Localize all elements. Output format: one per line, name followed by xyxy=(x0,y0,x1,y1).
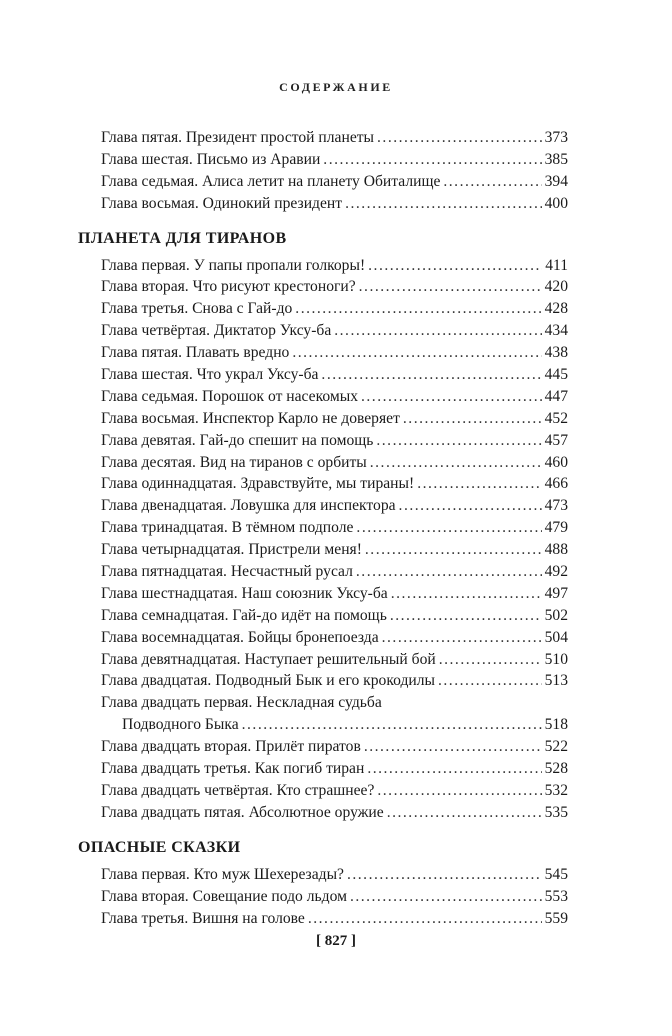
entry-title: Глава одиннадцатая. Здравствуйте, мы тираны! xyxy=(101,473,417,495)
entry-title: Глава третья. Вишня на голове xyxy=(101,908,308,930)
toc-entry xyxy=(78,758,568,780)
entry-page-number: 466 xyxy=(544,475,568,493)
entry-page-number: 479 xyxy=(544,519,568,537)
entry-title: Глава девятая. Гай-до спешит на помощь xyxy=(101,430,376,452)
dot-leader xyxy=(323,149,541,171)
dot-leader xyxy=(443,171,541,193)
toc-entry xyxy=(78,452,568,474)
toc-entry xyxy=(78,149,568,171)
dot-leader xyxy=(364,736,542,758)
toc-entry xyxy=(78,171,568,193)
dot-leader xyxy=(390,605,542,627)
dot-leader xyxy=(356,561,542,583)
entry-title: Глава седьмая. Порошок от насекомых xyxy=(101,386,361,408)
table-of-contents xyxy=(78,127,568,929)
toc-entry xyxy=(78,714,568,736)
dot-leader xyxy=(439,649,542,671)
entry-page-number: 428 xyxy=(544,300,568,318)
entry-title: Глава семнадцатая. Гай-до идёт на помощь xyxy=(101,605,390,627)
dot-leader xyxy=(368,255,542,277)
entry-page-number: 434 xyxy=(544,322,568,340)
entry-page-number: 411 xyxy=(545,256,568,274)
toc-entry xyxy=(78,736,568,758)
entry-title: Глава четырнадцатая. Пристрели меня! xyxy=(101,539,365,561)
entry-title: Глава десятая. Вид на тиранов с орбиты xyxy=(101,452,370,474)
entry-title: Глава первая. Кто муж Шехерезады? xyxy=(101,864,347,886)
dot-leader xyxy=(308,908,542,930)
entry-page-number: 385 xyxy=(544,150,568,168)
dot-leader xyxy=(359,276,542,298)
dot-leader xyxy=(399,495,542,517)
entry-title: Глава двадцать третья. Как погиб тиран xyxy=(101,758,367,780)
toc-entry xyxy=(78,430,568,452)
dot-leader xyxy=(242,714,542,736)
toc-entry xyxy=(78,561,568,583)
dot-leader xyxy=(347,864,542,886)
dot-leader xyxy=(345,193,542,215)
entry-title: Глава пятая. Президент простой планеты xyxy=(101,127,377,149)
entry-title: Глава первая. У папы пропали голкоры! xyxy=(101,255,368,277)
toc-entry xyxy=(78,780,568,802)
entry-title: Глава пятнадцатая. Несчастный русал xyxy=(101,561,356,583)
entry-title: Глава восьмая. Инспектор Карло не доверяет xyxy=(101,408,403,430)
entry-title: Глава шестнадцатая. Наш союзник Уксу-ба xyxy=(101,583,391,605)
entry-page-number: 504 xyxy=(544,628,568,646)
entry-title: Глава двадцать первая. Нескладная судьба xyxy=(101,692,382,714)
toc-entry xyxy=(78,408,568,430)
dot-leader xyxy=(292,342,541,364)
toc-entry xyxy=(78,320,568,342)
dot-leader xyxy=(365,539,542,561)
entry-title: Глава тринадцатая. В тёмном подполе xyxy=(101,517,356,539)
entry-page-number: 497 xyxy=(544,584,568,602)
toc-section xyxy=(78,836,568,930)
dot-leader xyxy=(361,386,542,408)
dot-leader xyxy=(321,364,541,386)
toc-entry xyxy=(78,276,568,298)
toc-entry xyxy=(78,692,568,714)
toc-entry xyxy=(78,886,568,908)
toc-entry xyxy=(78,127,568,149)
dot-leader xyxy=(382,627,542,649)
dot-leader xyxy=(377,780,541,802)
entry-page-number: 400 xyxy=(544,194,568,212)
entry-title: Глава восемнадцатая. Бойцы бронепоезда xyxy=(101,627,382,649)
entry-page-number: 510 xyxy=(544,650,568,668)
entry-page-number: 420 xyxy=(544,278,568,296)
toc-entry xyxy=(78,583,568,605)
entry-title: Глава вторая. Совещание подо льдом xyxy=(101,886,350,908)
dot-leader xyxy=(367,758,541,780)
toc-entry xyxy=(78,473,568,495)
toc-entry xyxy=(78,908,568,930)
toc-entry xyxy=(78,364,568,386)
toc-entry xyxy=(78,193,568,215)
dot-leader xyxy=(356,517,541,539)
entry-page-number: 452 xyxy=(544,409,568,427)
running-head: СОДЕРЖАНИЕ xyxy=(279,80,393,94)
dot-leader xyxy=(387,802,542,824)
entry-title: Глава двадцать вторая. Прилёт пиратов xyxy=(101,736,364,758)
dot-leader xyxy=(376,430,541,452)
entry-title: Глава девятнадцатая. Наступает решительный бой xyxy=(101,649,439,671)
dot-leader xyxy=(403,408,542,430)
toc-entry xyxy=(78,495,568,517)
toc-entry xyxy=(78,517,568,539)
entry-page-number: 394 xyxy=(544,172,568,190)
entry-page-number: 373 xyxy=(544,129,568,146)
toc-entry xyxy=(78,342,568,364)
entry-page-number: 535 xyxy=(544,803,568,821)
entry-page-number: 553 xyxy=(544,887,568,905)
toc-entry xyxy=(78,255,568,277)
toc-entry xyxy=(78,802,568,824)
entry-title: Глава четвёртая. Диктатор Уксу-ба xyxy=(101,320,334,342)
toc-entry xyxy=(78,670,568,692)
page-number: [ 827 ] xyxy=(316,933,356,949)
dot-leader xyxy=(438,670,542,692)
toc-entry xyxy=(78,605,568,627)
entry-title: Глава седьмая. Алиса летит на планету Обиталище xyxy=(101,171,443,193)
dot-leader xyxy=(334,320,541,342)
entry-title: Глава двадцатая. Подводный Бык и его крокодилы xyxy=(101,670,438,692)
entry-title: Глава третья. Снова с Гай-до xyxy=(101,298,295,320)
entry-page-number: 532 xyxy=(544,781,568,799)
dot-leader xyxy=(391,583,542,605)
section-title: ОПАСНЫЕ СКАЗКИ xyxy=(78,838,241,856)
toc-section xyxy=(78,227,568,824)
toc-section xyxy=(78,127,568,215)
entry-title: Подводного Быка xyxy=(122,714,242,736)
entry-title: Глава пятая. Плавать вредно xyxy=(101,342,292,364)
toc-entry xyxy=(78,386,568,408)
toc-entry xyxy=(78,539,568,561)
entry-page-number: 473 xyxy=(544,497,568,515)
entry-page-number: 492 xyxy=(544,563,568,581)
dot-leader xyxy=(377,127,542,149)
entry-title: Глава двенадцатая. Ловушка для инспектора xyxy=(101,495,399,517)
entry-page-number: 559 xyxy=(544,909,568,927)
entry-page-number: 502 xyxy=(544,606,568,624)
toc-entry xyxy=(78,864,568,886)
dot-leader xyxy=(417,473,541,495)
entry-page-number: 522 xyxy=(544,738,568,756)
entry-page-number: 460 xyxy=(544,453,568,471)
toc-entry xyxy=(78,649,568,671)
entry-title: Глава восьмая. Одинокий президент xyxy=(101,193,345,215)
entry-page-number: 445 xyxy=(544,366,568,384)
entry-page-number: 447 xyxy=(544,387,568,405)
entry-page-number: 438 xyxy=(544,344,568,362)
dot-leader xyxy=(370,452,542,474)
entry-title: Глава двадцать четвёртая. Кто страшнее? xyxy=(101,780,377,802)
entry-page-number: 528 xyxy=(544,760,568,778)
toc-entry xyxy=(78,627,568,649)
entry-page-number: 457 xyxy=(544,431,568,449)
entry-title: Глава шестая. Что украл Уксу-ба xyxy=(101,364,321,386)
entry-page-number: 488 xyxy=(544,541,568,559)
entry-page-number: 545 xyxy=(544,865,568,883)
dot-leader xyxy=(350,886,542,908)
entry-title: Глава шестая. Письмо из Аравии xyxy=(101,149,323,171)
entry-title: Глава двадцать пятая. Абсолютное оружие xyxy=(101,802,387,824)
toc-entry xyxy=(78,298,568,320)
entry-title: Глава вторая. Что рисуют крестоноги? xyxy=(101,276,359,298)
entry-page-number: 513 xyxy=(544,672,568,690)
dot-leader xyxy=(295,298,541,320)
section-title: ПЛАНЕТА ДЛЯ ТИРАНОВ xyxy=(78,229,287,247)
entry-page-number: 518 xyxy=(544,716,568,734)
